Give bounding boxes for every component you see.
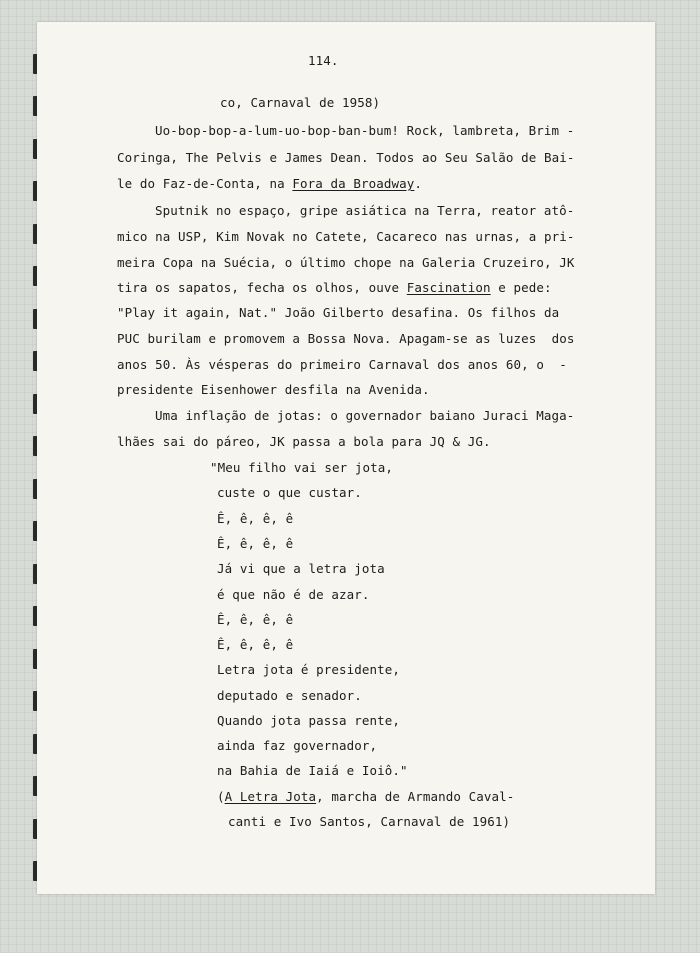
verse-line: Quando jota passa rente, [217,713,401,728]
text-line: "Play it again, Nat." João Gilberto desafina. Os filhos da [117,305,560,320]
text-line: PUC burilam e promovem a Bossa Nova. Apagam-se as luzes dos [117,331,575,346]
text-line: presidente Eisenhower desfila na Avenida. [117,382,430,397]
underlined-title: A Letra Jota [224,789,317,804]
page-number: 114. [308,53,339,68]
verse-line: custe o que custar. [217,485,362,500]
underlined-title: Fora da Broadway [292,176,415,191]
citation-line: canti e Ivo Santos, Carnaval de 1961) [228,814,511,829]
text-line: tira os sapatos, fecha os olhos, ouve Fascination e pede: [117,280,552,295]
text-line: le do Faz-de-Conta, na Fora da Broadway. [117,176,423,191]
text-line: Sputnik no espaço, gripe asiática na Terra, reator atô- [155,203,575,218]
text-line: meira Copa na Suécia, o último chope na Galeria Cruzeiro, JK [117,255,575,270]
verse-line: Ê, ê, ê, ê [217,511,294,526]
text-line: co, Carnaval de 1958) [220,95,381,110]
verse-line: ainda faz governador, [217,738,378,753]
text-line: Coringa, The Pelvis e James Dean. Todos ao Seu Salão de Bai- [117,150,575,165]
verse-line: deputado e senador. [217,688,362,703]
text-line: mico na USP, Kim Novak no Catete, Cacareco nas urnas, a pri- [117,229,575,244]
text-line: lhães sai do páreo, JK passa a bola para JQ & JG. [117,434,491,449]
verse-line: "Meu filho vai ser jota, [210,460,394,475]
verse-line: Letra jota é presidente, [217,662,401,677]
verse-line: Ê, ê, ê, ê [217,637,294,652]
text-line: Uo-bop-bop-a-lum-uo-bop-ban-bum! Rock, lambreta, Brim - [155,123,575,138]
citation-line: (A Letra Jota, marcha de Armando Caval- [217,789,515,804]
verse-line: Já vi que a letra jota [217,561,385,576]
verse-line: é que não é de azar. [217,587,370,602]
text-line: anos 50. Às vésperas do primeiro Carnaval dos anos 60, o - [117,357,567,372]
verse-line: Ê, ê, ê, ê [217,536,294,551]
verse-line: na Bahia de Iaiá e Ioiô." [217,763,408,778]
underlined-title: Fascination [406,280,491,295]
verse-line: Ê, ê, ê, ê [217,612,294,627]
text-line: Uma inflação de jotas: o governador baiano Juraci Maga- [155,408,575,423]
